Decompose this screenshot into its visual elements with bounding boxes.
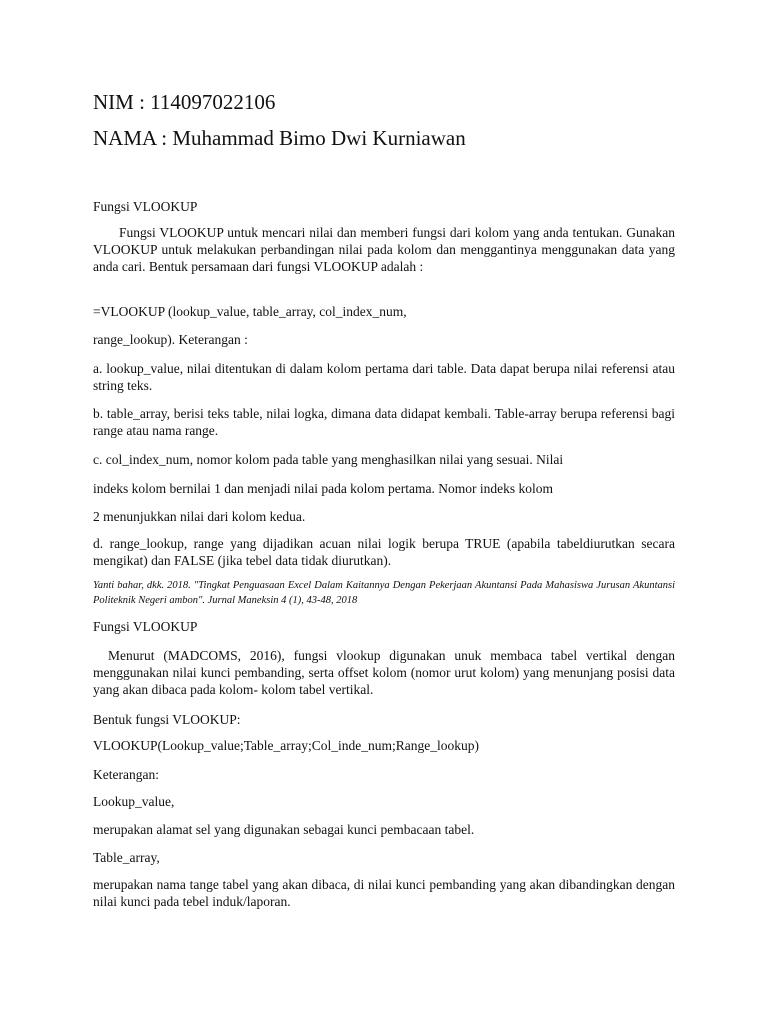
lookup-value-description: merupakan alamat sel yang digunakan sebagai kunci pembacaan tabel.: [93, 822, 475, 837]
item-d-paragraph: d. range_lookup, range yang dijadikan acuan nilai logik berupa TRUE (apabila tabeldiurutkan secara mengikat) dan FALSE (jika tebel data tidak diurutkan).: [93, 536, 675, 568]
item-a-paragraph: a. lookup_value, nilai ditentukan di dalam kolom pertama dari table. Data dapat berupa nilai referensi atau string teks.: [93, 361, 675, 393]
bentuk-label: Bentuk fungsi VLOOKUP:: [93, 712, 241, 727]
section2-intro-paragraph: Menurut (MADCOMS, 2016), fungsi vlookup digunakan unuk membaca tabel vertikal dengan menggunakan nilai kunci pembanding, serta offset kolom (nomor urut kolom) yang menunjang posisi data yang akan dibaca pada kolom- kolom tabel vertikal.: [93, 648, 675, 697]
section2-heading: Fungsi VLOOKUP: [93, 619, 198, 634]
citation: Yanti bahar, dkk. 2018. "Tingkat Penguasaan Excel Dalam Kaitannya Dengan Pekerjaan Akuntansi Pada Mahasiswa Jurusan Akuntansi Politeknik Negeri ambon". Jurnal Maneksin 4 (1), 43-48, 2018: [93, 580, 675, 606]
formula-line-1: =VLOOKUP (lookup_value, table_array, col_index_num,: [93, 304, 407, 319]
lookup-value-term: Lookup_value,: [93, 794, 175, 809]
nama-line: NAMA : Muhammad Bimo Dwi Kurniawan: [93, 126, 466, 150]
bentuk-formula: VLOOKUP(Lookup_value;Table_array;Col_inde_num;Range_lookup): [93, 738, 479, 753]
item-c-line-2: indeks kolom bernilai 1 dan menjadi nilai pada kolom pertama. Nomor indeks kolom: [93, 481, 554, 496]
item-c-line-3: 2 menunjukkan nilai dari kolom kedua.: [93, 509, 306, 524]
item-c-line-1: c. col_index_num, nomor kolom pada table yang menghasilkan nilai yang sesuai. Nilai: [93, 452, 564, 467]
table-array-term: Table_array,: [93, 850, 160, 865]
section1-heading: Fungsi VLOOKUP: [93, 199, 198, 214]
table-array-description: merupakan nama tange tabel yang akan dibaca, di nilai kunci pembanding yang akan dibandingkan dengan nilai kunci pada tebel induk/laporan.: [93, 877, 675, 909]
formula-line-2: range_lookup). Keterangan :: [93, 332, 248, 347]
section1-intro-paragraph: Fungsi VLOOKUP untuk mencari nilai dan memberi fungsi dari kolom yang anda tentukan. Gunakan VLOOKUP untuk melakukan perbandingan nilai pada kolom dan menggantinya menggunakan data yang anda cari. Bentuk persamaan dari fungsi VLOOKUP adalah :: [93, 225, 675, 274]
item-b-paragraph: b. table_array, berisi teks table, nilai logka, dimana data didapat kembali. Table-array berupa referensi bagi range atau nama range.: [93, 406, 675, 438]
keterangan-label: Keterangan:: [93, 767, 159, 782]
nim-line: NIM : 114097022106: [93, 90, 276, 114]
